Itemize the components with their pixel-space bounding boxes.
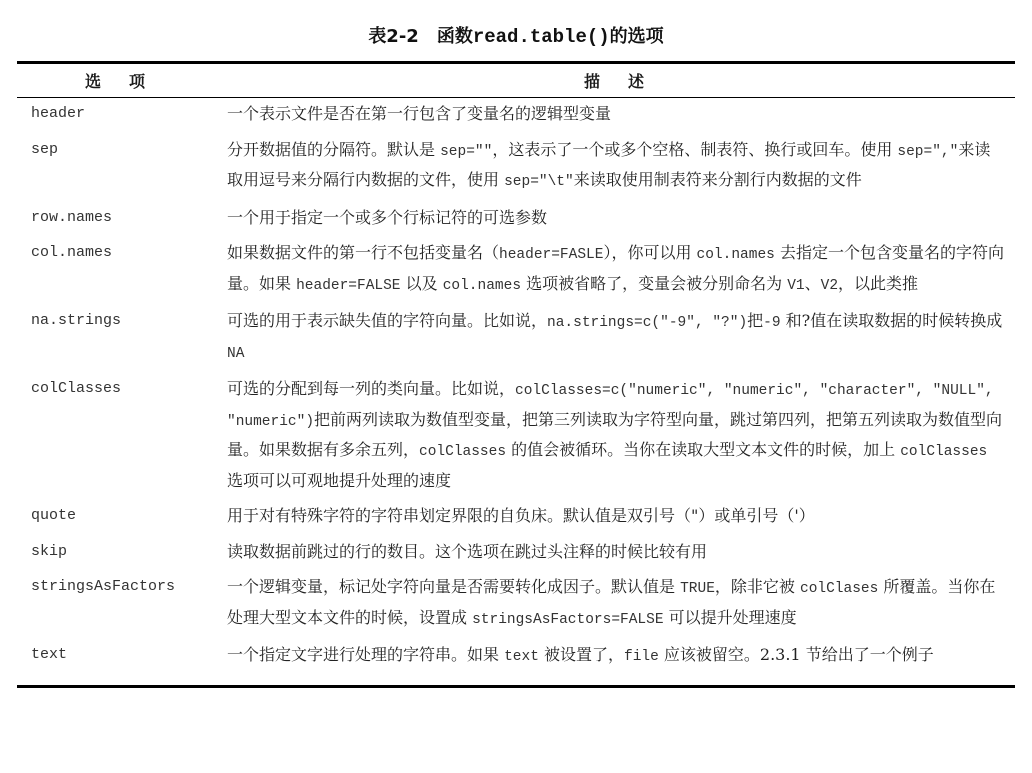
inline-code: file [624, 649, 659, 665]
description-text: 选项可以可观地提升处理的速度 [227, 470, 452, 490]
caption-prefix: 表2-2 函数 [368, 26, 473, 47]
description-text: 把 [747, 311, 764, 330]
inline-code: stringsAsFactors=FALSE [472, 611, 664, 628]
inline-code: col.names [442, 277, 522, 294]
inline-code: colClases [800, 581, 879, 597]
table-row [17, 538, 1015, 567]
option-name: sep [31, 140, 59, 158]
option-description [227, 538, 1015, 567]
option-name: header [31, 105, 86, 122]
option-description [227, 239, 1015, 300]
table-row [17, 136, 1015, 197]
description-text: 来读取用逗号来分隔行内数据的文件，使用 [227, 139, 991, 189]
description-text: 去指定一个包含变量名的字符向量。如果 [227, 243, 1004, 293]
inline-code: text [504, 649, 539, 665]
inline-code: colClasses [419, 444, 507, 460]
description-text: 读取数据前跳过的行的数目。这个选项在跳过头注释的时候比较有用 [227, 541, 708, 561]
description-text: 所覆盖。当你在处理大型文本文件的时候，设置成 [227, 577, 996, 627]
table-caption [0, 22, 1032, 48]
inline-code: header=FALSE [296, 277, 401, 294]
description-text: ，这表示了一个或多个空格、制表符、换行或回车。使用 [492, 139, 898, 159]
option-description [227, 641, 1015, 672]
description-text: 一个逻辑变量，标记处字符向量是否需要转化成因子。默认值是 [227, 577, 681, 596]
description-text: ，除非它被 [714, 577, 800, 596]
inline-code: col.names [696, 247, 775, 263]
header-description: 描述 [583, 72, 672, 91]
description-text: 和?值在读取数据的时候转换成 [780, 311, 1003, 330]
table-row [17, 307, 1015, 368]
table-bottom-rule [17, 685, 1015, 688]
option-description [227, 573, 1015, 634]
inline-code: sep="\t" [504, 174, 574, 190]
option-description [227, 204, 1015, 233]
description-text: 分开数据值的分隔符。默认是 [227, 139, 441, 159]
inline-code: na.strings=c("-9", "?") [547, 315, 748, 331]
inline-code: colClasses=c("numeric", "numeric", "character", "NULL", "numeric") [227, 383, 994, 430]
table-row [17, 375, 1015, 495]
inline-code: NA [227, 345, 245, 362]
description-text: 一个用于指定一个或多个行标记符的可选参数 [227, 207, 548, 227]
description-text: 来读取使用制表符来分割行内数据的文件 [573, 170, 862, 189]
description-text: 如果数据文件的第一行不包括变量名（ [227, 243, 500, 262]
inline-code: V2 [820, 277, 839, 294]
option-name: na.strings [31, 312, 122, 329]
option-description [227, 375, 1015, 495]
table-row [17, 239, 1015, 300]
option-name: col.names [31, 244, 113, 261]
inline-code: TRUE [680, 581, 715, 597]
description-text: 以及 [400, 273, 443, 293]
inline-code: V1 [787, 277, 805, 294]
table-row [17, 502, 1015, 531]
caption-code: read.table() [472, 26, 610, 48]
description-text: 可选的用于表示缺失值的字符向量。比如说， [227, 311, 548, 330]
table-header [17, 64, 1015, 97]
inline-code: sep="" [440, 143, 493, 160]
description-text: 的值会被循环。当你在读取大型文本文件的时候，加上 [506, 440, 901, 459]
description-text: 可选的分配到每一列的类向量。比如说， [227, 379, 516, 398]
header-option: 选项 [84, 72, 173, 91]
option-description [227, 100, 1015, 129]
option-description [227, 136, 1015, 197]
description-text: 一个指定文字进行处理的字符串。如果 [227, 645, 505, 664]
table-row [17, 100, 1015, 129]
table-row [17, 573, 1015, 634]
option-name: text [31, 646, 68, 663]
option-name: stringsAsFactors [31, 578, 176, 595]
option-name: colClasses [31, 380, 122, 397]
description-text: ），你可以用 [603, 243, 697, 262]
table-row [17, 641, 1015, 672]
inline-code: colClasses [900, 444, 988, 460]
description-text: 应该被留空。2.3.1 节给出了一个例子 [658, 645, 934, 664]
option-name: skip [31, 542, 68, 560]
table-row [17, 204, 1015, 233]
options-table [17, 61, 1015, 688]
option-description [227, 307, 1015, 368]
description-text: 可以提升处理速度 [663, 607, 797, 627]
option-name: quote [31, 507, 77, 524]
inline-code: -9 [763, 315, 781, 331]
description-text: 被设置了， [538, 645, 624, 664]
description-text: 用于对有特殊字符的字符串划定界限的自负床。默认值是双引号（"）或单引号（'） [227, 506, 815, 525]
inline-code: sep="," [897, 143, 959, 160]
option-description [227, 502, 1015, 531]
description-text: 、 [804, 273, 821, 293]
description-text: 选项被省略了，变量会被分别命名为 [521, 273, 788, 293]
caption-suffix: 的选项 [609, 26, 664, 47]
table-body [17, 98, 1015, 685]
inline-code: header=FASLE [499, 247, 604, 263]
description-text: 一个表示文件是否在第一行包含了变量名的逻辑型变量 [227, 104, 612, 123]
option-name: row.names [31, 208, 113, 226]
description-text: ，以此类推 [838, 273, 919, 293]
description-text: 把前两列读取为数值型变量，把第三列读取为字符型向量，跳过第四列，把第五列读取为数值型向量。如果数据有多余五列， [227, 409, 1003, 459]
